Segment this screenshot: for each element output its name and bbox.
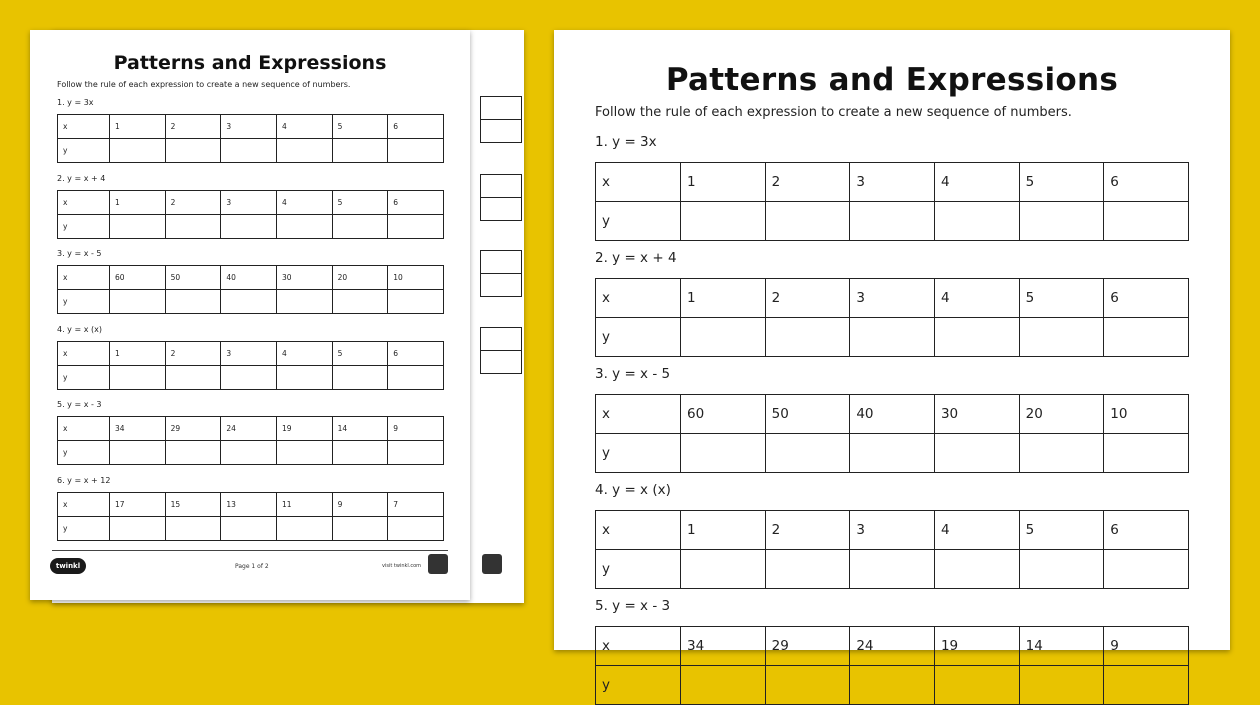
- y-header-cell: y: [58, 214, 110, 238]
- y-answer-cell[interactable]: [276, 139, 332, 163]
- x-value-cell: 5: [1019, 279, 1104, 318]
- y-answer-cell[interactable]: [165, 139, 221, 163]
- y-header-cell: y: [58, 517, 110, 541]
- x-value-cell: 4: [934, 163, 1019, 202]
- y-answer-cell[interactable]: [332, 290, 388, 314]
- xy-table: [57, 114, 444, 163]
- x-value-cell: 14: [1019, 627, 1104, 666]
- x-header-cell: x: [58, 417, 110, 441]
- x-value-cell: 6: [1104, 163, 1189, 202]
- x-value-cell: 40: [850, 395, 935, 434]
- y-answer-cell[interactable]: [1104, 550, 1189, 589]
- y-answer-cell[interactable]: [681, 202, 766, 241]
- y-answer-cell[interactable]: [165, 441, 221, 465]
- large-worksheet-page: [554, 30, 1230, 693]
- x-value-cell: 2: [165, 341, 221, 365]
- x-value-cell: 24: [221, 417, 277, 441]
- problem-label: 4. y = x (x): [595, 482, 671, 498]
- x-value-cell: 29: [165, 417, 221, 441]
- x-value-cell: 3: [221, 341, 277, 365]
- x-value-cell: 1: [681, 279, 766, 318]
- x-value-cell: 6: [1104, 279, 1189, 318]
- y-answer-cell[interactable]: [934, 550, 1019, 589]
- visit-link-text: visit twinkl.com: [382, 563, 422, 569]
- x-value-cell: 15: [165, 493, 221, 517]
- y-answer-cell[interactable]: [165, 290, 221, 314]
- y-answer-cell[interactable]: [276, 517, 332, 541]
- x-value-cell: 11: [276, 493, 332, 517]
- x-value-cell: 4: [276, 115, 332, 139]
- x-value-cell: 6: [1104, 511, 1189, 550]
- x-value-cell: 30: [934, 395, 1019, 434]
- y-answer-cell[interactable]: [388, 290, 444, 314]
- x-value-cell: 5: [332, 115, 388, 139]
- y-answer-cell[interactable]: [1019, 434, 1104, 473]
- y-header-cell: y: [58, 441, 110, 465]
- y-header-cell: y: [58, 139, 110, 163]
- y-answer-cell[interactable]: [165, 517, 221, 541]
- x-value-cell: 2: [765, 163, 850, 202]
- x-value-cell: 13: [221, 493, 277, 517]
- problem-label: 1. y = 3x: [57, 98, 94, 107]
- y-header-cell: y: [596, 202, 681, 241]
- x-value-cell: 5: [332, 190, 388, 214]
- x-header-cell: x: [596, 511, 681, 550]
- y-answer-cell[interactable]: [765, 550, 850, 589]
- x-value-cell: 20: [332, 266, 388, 290]
- y-answer-cell[interactable]: [221, 139, 277, 163]
- badge-icon: [482, 554, 502, 574]
- xy-table: [595, 394, 1189, 473]
- problem-label: 2. y = x + 4: [57, 173, 106, 183]
- x-value-cell: 14: [332, 417, 388, 441]
- y-answer-cell[interactable]: [850, 434, 935, 473]
- x-value-cell: 5: [1019, 511, 1104, 550]
- x-value-cell: 6: [388, 341, 444, 365]
- edge-table: [480, 250, 522, 297]
- xy-table: [57, 341, 444, 390]
- y-answer-cell[interactable]: [1019, 318, 1104, 357]
- y-answer-cell[interactable]: [276, 365, 332, 389]
- y-answer-cell[interactable]: [110, 441, 166, 465]
- x-value-cell: 17: [110, 493, 166, 517]
- y-answer-cell[interactable]: [1019, 550, 1104, 589]
- x-value-cell: 50: [165, 266, 221, 290]
- problem-label: 1. y = 3x: [595, 134, 657, 150]
- y-answer-cell[interactable]: [276, 214, 332, 238]
- y-answer-cell[interactable]: [221, 517, 277, 541]
- x-header-cell: x: [58, 190, 110, 214]
- y-answer-cell[interactable]: [276, 290, 332, 314]
- y-answer-cell[interactable]: [1019, 666, 1104, 705]
- y-answer-cell[interactable]: [332, 365, 388, 389]
- y-answer-cell[interactable]: [332, 214, 388, 238]
- y-answer-cell[interactable]: [850, 318, 935, 357]
- y-answer-cell[interactable]: [1104, 318, 1189, 357]
- y-answer-cell[interactable]: [388, 139, 444, 163]
- xy-table: [595, 626, 1189, 705]
- y-header-cell: y: [596, 666, 681, 705]
- problem-label: 2. y = x + 4: [595, 250, 677, 266]
- x-value-cell: 50: [765, 395, 850, 434]
- problem-label: 5. y = x - 3: [57, 400, 102, 410]
- y-answer-cell[interactable]: [681, 434, 766, 473]
- xy-table: [57, 190, 444, 239]
- y-answer-cell[interactable]: [681, 550, 766, 589]
- y-answer-cell[interactable]: [850, 666, 935, 705]
- x-value-cell: 2: [765, 511, 850, 550]
- xy-table: [595, 278, 1189, 357]
- y-answer-cell[interactable]: [934, 434, 1019, 473]
- x-value-cell: 3: [221, 115, 277, 139]
- x-value-cell: 9: [388, 417, 444, 441]
- y-answer-cell[interactable]: [681, 666, 766, 705]
- y-header-cell: y: [596, 550, 681, 589]
- x-value-cell: 3: [850, 279, 935, 318]
- y-answer-cell[interactable]: [850, 550, 935, 589]
- x-value-cell: 2: [765, 279, 850, 318]
- x-value-cell: 19: [934, 627, 1019, 666]
- x-value-cell: 30: [276, 266, 332, 290]
- y-answer-cell[interactable]: [165, 365, 221, 389]
- x-value-cell: 3: [221, 190, 277, 214]
- xy-table: [57, 265, 444, 314]
- twinkl-logo: twinkl: [50, 558, 86, 574]
- y-answer-cell[interactable]: [165, 214, 221, 238]
- x-value-cell: 9: [332, 493, 388, 517]
- page-number: Page 1 of 2: [235, 563, 269, 570]
- x-value-cell: 34: [681, 627, 766, 666]
- y-answer-cell[interactable]: [765, 666, 850, 705]
- edge-table: [480, 174, 522, 221]
- y-answer-cell[interactable]: [110, 290, 166, 314]
- y-answer-cell[interactable]: [388, 441, 444, 465]
- y-header-cell: y: [58, 365, 110, 389]
- edge-table: [480, 327, 522, 374]
- problem-label: 6. y = x + 12: [57, 476, 111, 485]
- y-answer-cell[interactable]: [110, 214, 166, 238]
- x-header-cell: x: [596, 395, 681, 434]
- x-value-cell: 60: [110, 266, 166, 290]
- x-value-cell: 6: [388, 115, 444, 139]
- y-answer-cell[interactable]: [110, 139, 166, 163]
- x-value-cell: 1: [110, 190, 166, 214]
- xy-table: [57, 416, 444, 465]
- y-answer-cell[interactable]: [221, 214, 277, 238]
- x-header-cell: x: [58, 115, 110, 139]
- x-value-cell: 24: [850, 627, 935, 666]
- x-value-cell: 4: [276, 190, 332, 214]
- y-answer-cell[interactable]: [388, 517, 444, 541]
- y-answer-cell[interactable]: [765, 202, 850, 241]
- y-answer-cell[interactable]: [934, 202, 1019, 241]
- y-answer-cell[interactable]: [1019, 202, 1104, 241]
- y-answer-cell[interactable]: [221, 441, 277, 465]
- y-answer-cell[interactable]: [276, 441, 332, 465]
- x-header-cell: x: [596, 279, 681, 318]
- x-value-cell: 20: [1019, 395, 1104, 434]
- y-answer-cell[interactable]: [765, 318, 850, 357]
- badge-icon: [428, 554, 448, 574]
- y-answer-cell[interactable]: [681, 318, 766, 357]
- y-answer-cell[interactable]: [110, 365, 166, 389]
- y-answer-cell[interactable]: [221, 365, 277, 389]
- x-value-cell: 3: [850, 163, 935, 202]
- x-value-cell: 2: [165, 190, 221, 214]
- problem-label: 5. y = x - 3: [595, 598, 671, 614]
- x-value-cell: 10: [388, 266, 444, 290]
- x-value-cell: 5: [332, 341, 388, 365]
- page-title: Patterns and Expressions: [665, 62, 1119, 98]
- xy-table: [595, 162, 1189, 241]
- x-value-cell: 5: [1019, 163, 1104, 202]
- x-value-cell: 1: [681, 163, 766, 202]
- edge-table: [480, 96, 522, 143]
- y-answer-cell[interactable]: [1104, 434, 1189, 473]
- instruction-text: Follow the rule of each expression to create a new sequence of numbers.: [57, 80, 351, 89]
- y-answer-cell[interactable]: [388, 214, 444, 238]
- x-value-cell: 10: [1104, 395, 1189, 434]
- instruction-text: Follow the rule of each expression to create a new sequence of numbers.: [595, 105, 1072, 120]
- x-value-cell: 1: [681, 511, 766, 550]
- problem-label: 3. y = x - 5: [595, 366, 671, 382]
- y-answer-cell[interactable]: [332, 517, 388, 541]
- x-value-cell: 7: [388, 493, 444, 517]
- x-value-cell: 6: [388, 190, 444, 214]
- y-answer-cell[interactable]: [221, 290, 277, 314]
- x-value-cell: 40: [221, 266, 277, 290]
- y-answer-cell[interactable]: [332, 441, 388, 465]
- x-value-cell: 3: [850, 511, 935, 550]
- x-value-cell: 4: [276, 341, 332, 365]
- y-answer-cell[interactable]: [765, 434, 850, 473]
- y-header-cell: y: [58, 290, 110, 314]
- y-answer-cell[interactable]: [934, 318, 1019, 357]
- page-title: Patterns and Expressions: [113, 52, 387, 74]
- y-answer-cell[interactable]: [1104, 666, 1189, 705]
- x-value-cell: 19: [276, 417, 332, 441]
- x-header-cell: x: [58, 266, 110, 290]
- xy-table: [57, 492, 444, 541]
- x-header-cell: x: [596, 163, 681, 202]
- x-header-cell: x: [596, 627, 681, 666]
- y-answer-cell[interactable]: [110, 517, 166, 541]
- y-header-cell: y: [596, 434, 681, 473]
- x-header-cell: x: [58, 341, 110, 365]
- y-answer-cell[interactable]: [332, 139, 388, 163]
- x-value-cell: 4: [934, 511, 1019, 550]
- problem-label: 4. y = x (x): [57, 324, 102, 334]
- x-value-cell: 34: [110, 417, 166, 441]
- x-value-cell: 29: [765, 627, 850, 666]
- x-value-cell: 2: [165, 115, 221, 139]
- y-answer-cell[interactable]: [934, 666, 1019, 705]
- small-worksheet-page: [30, 30, 470, 600]
- y-answer-cell[interactable]: [388, 365, 444, 389]
- y-answer-cell[interactable]: [850, 202, 935, 241]
- y-header-cell: y: [596, 318, 681, 357]
- x-value-cell: 1: [110, 341, 166, 365]
- x-value-cell: 1: [110, 115, 166, 139]
- footer-divider: [52, 550, 448, 551]
- x-header-cell: x: [58, 493, 110, 517]
- x-value-cell: 4: [934, 279, 1019, 318]
- x-value-cell: 60: [681, 395, 766, 434]
- xy-table: [595, 510, 1189, 589]
- x-value-cell: 9: [1104, 627, 1189, 666]
- y-answer-cell[interactable]: [1104, 202, 1189, 241]
- problem-label: 3. y = x - 5: [57, 249, 102, 259]
